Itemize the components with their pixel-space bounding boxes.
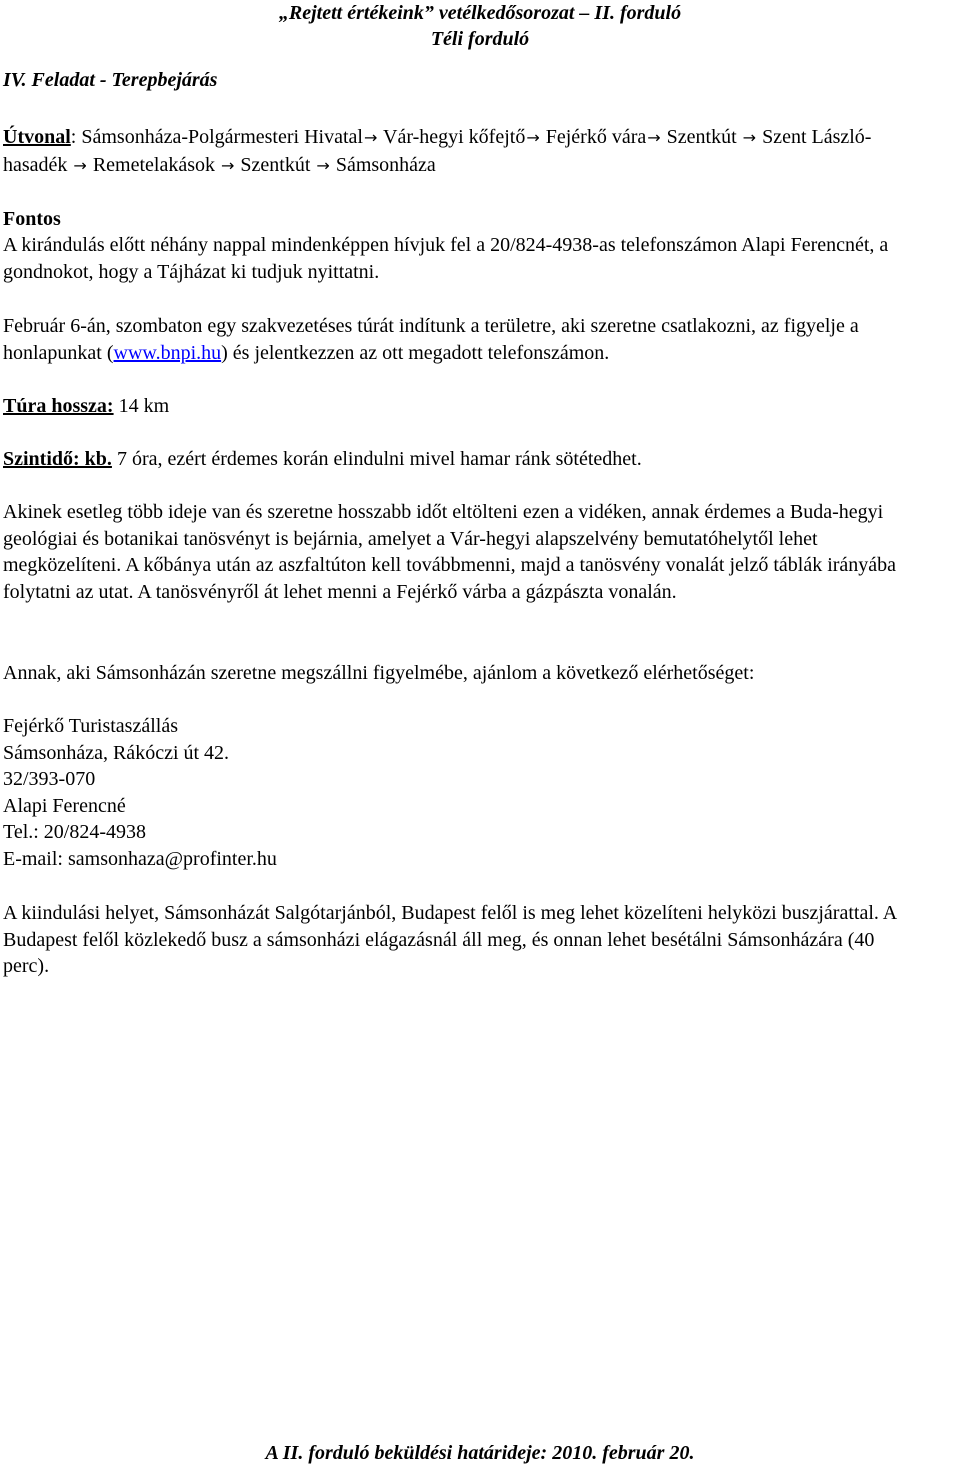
- important-text: A kirándulás előtt néhány nappal mindenképpen hívjuk fel a 20/824-4938-as telefonszámon Alapi Ferencnét, a gondnokot, hogy a Tájházat ki tudjuk nyittatni.: [3, 234, 889, 283]
- tour-length: [3, 393, 940, 420]
- route-stop: Fejérkő vára: [545, 126, 647, 148]
- arrow-right-icon: →: [647, 128, 661, 147]
- footer-deadline: A II. forduló beküldési határideje: 2010. február 20.: [265, 1442, 695, 1464]
- guided-tour-text: Február 6-án, szombaton egy szakvezetéses túrát indítunk a területre, aki szeretne csatlakozni, az figyelje a honlapunkat (: [3, 315, 859, 364]
- route-stop: Remetelakások: [92, 153, 216, 176]
- contact-phone: 32/393-070: [3, 768, 96, 790]
- arrow-right-icon: →: [742, 128, 757, 147]
- arrow-right-icon: →: [363, 128, 378, 147]
- contact-mobile: Tel.: 20/824-4938: [3, 821, 147, 843]
- guided-tour-paragraph: [3, 313, 920, 366]
- route-label: Útvonal: [3, 126, 71, 148]
- route-stop: Vár-hegyi kőfejtő: [383, 126, 526, 148]
- route-line: [3, 124, 935, 179]
- time-label: Szintidő: kb.: [3, 448, 112, 470]
- route-stop: Sámsonháza: [335, 153, 436, 176]
- arrow-right-icon: →: [73, 155, 87, 175]
- transport-paragraph: A kiindulási helyet, Sámsonházát Salgótarjánból, Budapest felől is meg lehet közelíteni helyközi buszjárattal. A Budapest felől közlekedő busz a sámsonházi elágazásnál áll meg, és onnan lehet besétálni Sámsonházára (40 perc).: [3, 902, 897, 977]
- extra-paragraph: Akinek esetleg több ideje van és szeretne hosszabb időt eltölteni ezen a vidéken, annak érdemes a Buda-hegyi geológiai és botanikai tanösvényt is bejárnia, amelyet a Vár-hegyi alapszelvény bemutatóhelytől lehet megközelíteni. A kőbánya után az aszfaltúton kell továbbmenni, majd a tanösvény vonalát jelző táblák irányába folytatni az utat. A tanösvényről át lehet menni a Fejérkő várba a gázpászta vonalán.: [3, 501, 897, 603]
- task-title: IV. Feladat - Terepbejárás: [3, 69, 218, 91]
- contact-name: Fejérkő Turistaszállás: [3, 715, 178, 737]
- arrow-right-icon: →: [526, 128, 540, 147]
- route-stop: Szent László-hasadék: [3, 126, 872, 176]
- contact-block: [3, 713, 940, 872]
- important-heading: Fontos: [3, 208, 61, 230]
- arrow-right-icon: →: [221, 155, 235, 175]
- tour-length-value: 14 km: [113, 395, 170, 417]
- round-title: Téli forduló: [430, 28, 530, 50]
- time-value: 7 óra, ezért érdemes korán elindulni mivel hamar ránk sötétedhet.: [111, 448, 642, 470]
- tour-length-label: Túra hossza:: [3, 395, 114, 417]
- guided-tour-text-end: ) és jelentkezzen az ott megadott telefonszámon.: [221, 341, 610, 364]
- accommodation-intro: Annak, aki Sámsonházán szeretne megszállni figyelmébe, ajánlom a következő elérhetőséget:: [3, 662, 755, 684]
- contact-email: E-mail: samsonhaza@profinter.hu: [3, 847, 277, 870]
- website-link[interactable]: www.bnpi.hu: [113, 341, 222, 364]
- route-stop: Szentkút: [240, 153, 311, 176]
- contact-person: Alapi Ferencné: [3, 794, 126, 817]
- arrow-right-icon: →: [316, 155, 330, 175]
- contact-address: Sámsonháza, Rákóczi út 42.: [3, 741, 230, 764]
- route-stop: Szentkút: [666, 126, 737, 148]
- series-title: „Rejtett értékeink” vetélkedősorozat – II. forduló: [278, 2, 682, 24]
- route-separator: :: [70, 126, 82, 148]
- time-limit: [3, 446, 940, 473]
- route-stop: Sámsonháza-Polgármesteri Hivatal: [81, 126, 363, 148]
